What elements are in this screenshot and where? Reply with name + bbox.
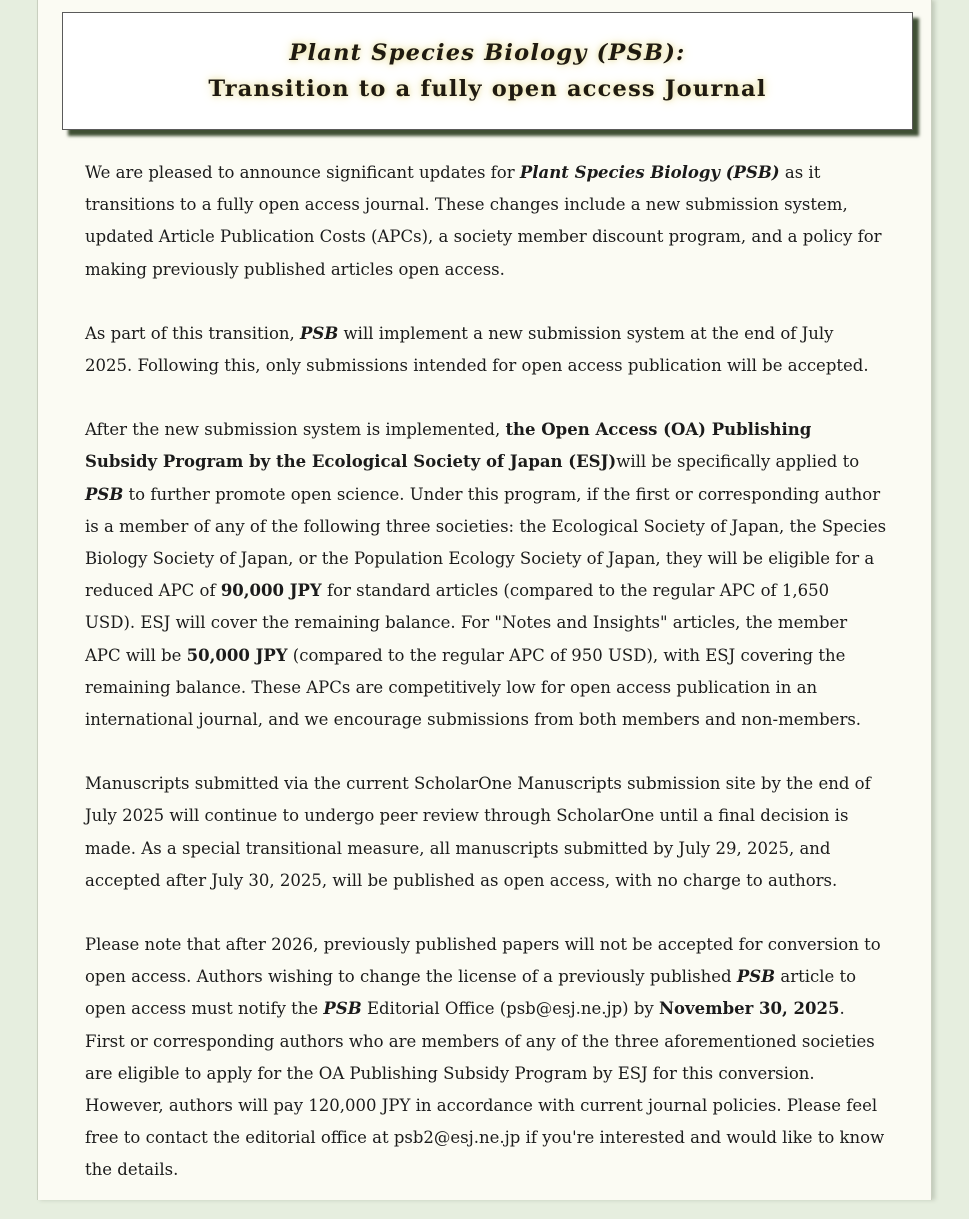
title-subtitle: Transition to a fully open access Journal [208,76,767,102]
text: for standard articles (compared to the regular APC of 1,650 [321,581,830,601]
text: As part of this transition, [85,323,301,343]
text: open access. Authors wishing to change the license of a previously published [85,967,737,987]
title-box [62,12,913,130]
text-line: remaining balance. These APCs are competitively low for open access publication in an [85,677,818,697]
text-line: is a member of any of the following three societies: the Ecological Society of Japan, the Species [85,516,887,536]
text: reduced APC of [85,581,221,601]
text-line: USD). ESJ will cover the remaining balance. For "Notes and Insights" articles, the member [85,613,848,633]
text: After the new submission system is implemented, [85,420,506,440]
journal-abbrev: PSB [323,999,362,1019]
text: as it [779,163,821,182]
text: to further promote open science. Under this program, if the first or corresponding author [123,484,881,504]
text: . [839,999,845,1019]
paragraph-license-conversion [85,929,921,1187]
text-line: making previously published articles open access. [85,259,505,279]
text-line: international journal, and we encourage submissions from both members and non-members. [85,710,862,730]
notes-apc-price: 50,000 JPY [186,645,288,665]
text-line: accepted after July 30, 2025, will be published as open access, with no charge to authors. [85,870,838,890]
program-name: Subsidy Program by the Ecological Society of Japan (ESJ) [85,452,617,472]
paragraph-intro [85,157,921,286]
text: open access must notify the [85,999,324,1019]
text: (compared to the regular APC of 950 USD), with ESJ covering the [287,645,846,665]
text-line: made. As a special transitional measure, all manuscripts submitted by July 29, 2025, and [85,838,831,858]
text-line: the details. [85,1160,179,1180]
standard-apc-price: 90,000 JPY [220,581,322,601]
text-line: Manuscripts submitted via the current ScholarOne Manuscripts submission site by the end of [85,774,871,794]
journal-abbrev: PSB [736,967,776,987]
text: will implement a new submission system at the end of July [338,323,834,343]
text: article to [775,967,857,987]
journal-name: Plant Species Biology (PSB) [519,163,780,182]
text-line: However, authors will pay 120,000 JPY in accordance with current journal policies. Please feel [85,1096,878,1116]
program-name: the Open Access (OA) Publishing [505,420,812,440]
text: will be specifically applied to [616,452,860,472]
text-line: transitions to a fully open access journal. These changes include a new submission system, [85,195,848,215]
text: We are pleased to announce significant updates for [85,163,520,182]
announcement-body [85,157,921,1219]
paragraph-subsidy-program [85,414,921,736]
deadline-date: November 30, 2025 [658,999,840,1019]
text-line: are eligible to apply for the OA Publishing Subsidy Program by ESJ for this conversion. [85,1063,815,1083]
text-line: 2025. Following this, only submissions intended for open access publication will be accepted. [85,356,869,376]
text-line: July 2025 will continue to undergo peer review through ScholarOne until a final decision is [85,806,849,826]
text-line: First or corresponding authors who are members of any of the three aforementioned societies [85,1031,875,1051]
title-journal-name: Plant Species Biology (PSB): [289,40,686,66]
paragraph-transition-measures [85,768,921,897]
journal-abbrev: PSB [85,484,124,504]
journal-abbrev: PSB [300,323,339,343]
text-line: free to contact the editorial office at psb2@esj.ne.jp if you're interested and would like to know [85,1128,885,1148]
text: APC will be [85,645,187,665]
text-line: updated Article Publication Costs (APCs), a society member discount program, and a policy for [85,227,882,247]
paragraph-submission-system [85,318,921,382]
text-line: Biology Society of Japan, or the Population Ecology Society of Japan, they will be eligible for a [85,549,875,569]
text-line: Please note that after 2026, previously published papers will not be accepted for conversion to [85,935,881,955]
text: Editorial Office (psb@esj.ne.jp) by [361,999,659,1019]
